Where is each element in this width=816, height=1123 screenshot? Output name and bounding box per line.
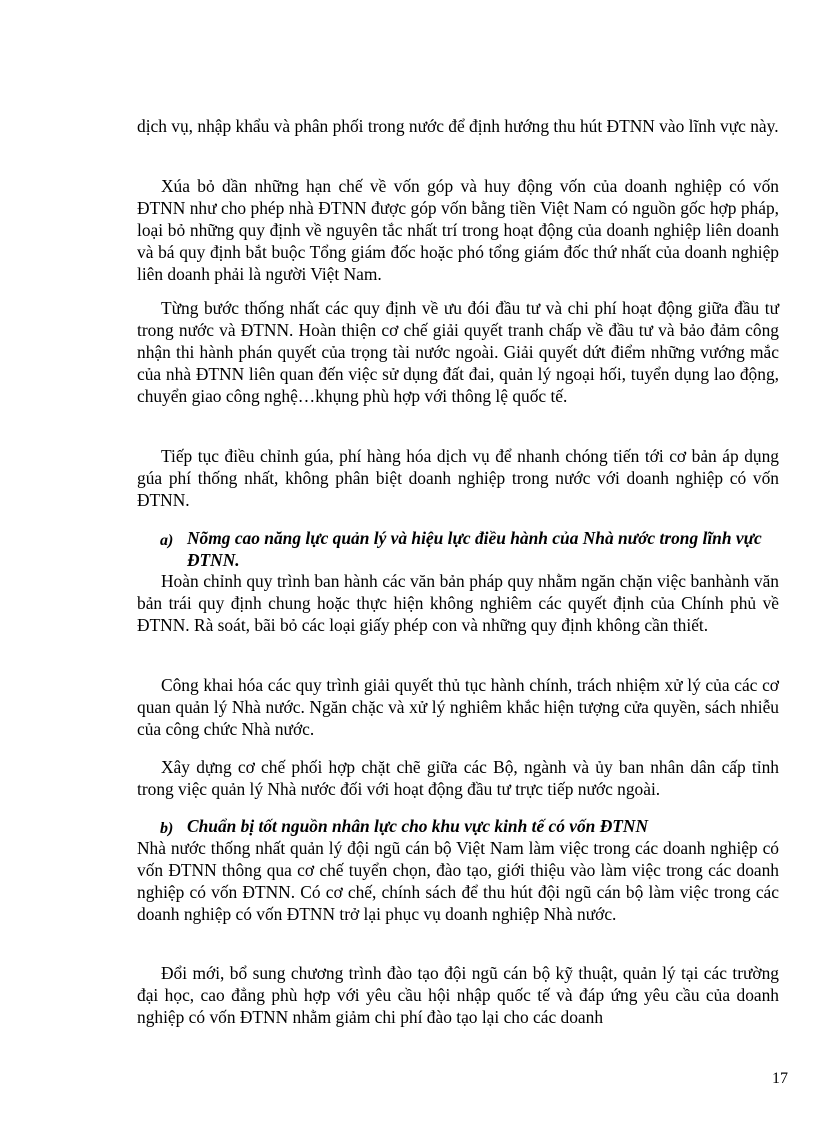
paragraph: Xúa bỏ dần những hạn chế về vốn góp và huy động vốn của doanh nghiệp có vốn ĐTNN như cho phép nhà ĐTNN được góp vốn bằng tiền Việt Nam có nguồn gốc hợp pháp, loại bỏ những quy định về nguyên tắc nhất trí trong hoạt động của doanh nghiệp liên doanh và bá quy định bắt buộc Tổng giám đốc hoặc phó tổng giám đốc thứ nhất của doanh nghiệp liên doanh phải là người Việt Nam. xyxy=(137,176,779,284)
heading-text: Nõmg cao năng lực quản lý và hiệu lực điều hành của Nhà nước trong lĩnh vực ĐTNN. xyxy=(187,528,762,570)
paragraph: Xây dựng cơ chế phối hợp chặt chẽ giữa các Bộ, ngành và ủy ban nhân dân cấp tỉnh trong việc quản lý Nhà nước đối với hoạt động đầu tư trực tiếp nước ngoài. xyxy=(137,757,779,799)
paragraph: Tiếp tục điều chỉnh gúa, phí hàng hóa dịch vụ để nhanh chóng tiến tới cơ bản áp dụng gúa phí thống nhất, không phân biệt doanh nghiệp trong nước với doanh nghiệp có vốn ĐTNN. xyxy=(137,446,779,510)
paragraph: Nhà nước thống nhất quản lý đội ngũ cán bộ Việt Nam làm việc trong các doanh nghiệp có vốn ĐTNN thông qua cơ chế tuyển chọn, đào tạo, giới thiệu vào làm việc trong các doanh nghiệp có vốn ĐTNN. Có cơ chế, chính sách để thu hút đội ngũ cán bộ làm việc trong các doanh nghiệp có vốn ĐTNN trở lại phục vụ doanh nghiệp Nhà nước. xyxy=(137,838,779,924)
paragraph: Đổi mới, bổ sung chương trình đào tạo đội ngũ cán bộ kỹ thuật, quản lý tại các trường đại học, cao đẳng phù hợp với yêu cầu hội nhập quốc tế và đáp ứng yêu cầu của doanh nghiệp có vốn ĐTNN nhằm giảm chi phí đào tạo lại cho các doanh xyxy=(137,963,779,1027)
paragraph: Công khai hóa các quy trình giải quyết thủ tục hành chính, trách nhiệm xử lý của các cơ quan quản lý Nhà nước. Ngăn chặc và xử lý nghiêm khắc hiện tượng cửa quyền, sách nhiễu của công chức Nhà nước. xyxy=(137,675,779,739)
page-number: 17 xyxy=(772,1070,788,1087)
section-heading-a xyxy=(160,527,782,571)
heading-letter: a) xyxy=(160,532,174,549)
heading-text: Chuẩn bị tốt nguồn nhân lực cho khu vực kinh tế có vốn ĐTNN xyxy=(187,816,649,836)
section-heading-b xyxy=(160,815,782,837)
paragraph: dịch vụ, nhập khẩu và phân phối trong nước để định hướng thu hút ĐTNN vào lĩnh vực này. xyxy=(137,116,779,136)
paragraph: Hoàn chỉnh quy trình ban hành các văn bản pháp quy nhằm ngăn chặn việc banhành văn bản trái quy định chung hoặc thực hiện không nghiêm các quyết định của Chính phủ về ĐTNN. Rà soát, bãi bỏ các loại giấy phép con và những quy định không cần thiết. xyxy=(137,571,779,635)
paragraph: Từng bước thống nhất các quy định về ưu đói đầu tư và chi phí hoạt động giữa đầu tư trong nước và ĐTNN. Hoàn thiện cơ chế giải quyết tranh chấp về đầu tư và bảo đảm công nhận thi hành phán quyết của trọng tài nước ngoài. Giải quyết dứt điểm những vướng mắc của nhà ĐTNN liên quan đến việc sử dụng đất đai, quản lý ngoại hối, tuyển dụng lao động, chuyển giao công nghệ…khụng phù hợp với thông lệ quốc tế. xyxy=(137,298,779,406)
heading-letter: b) xyxy=(160,820,174,837)
